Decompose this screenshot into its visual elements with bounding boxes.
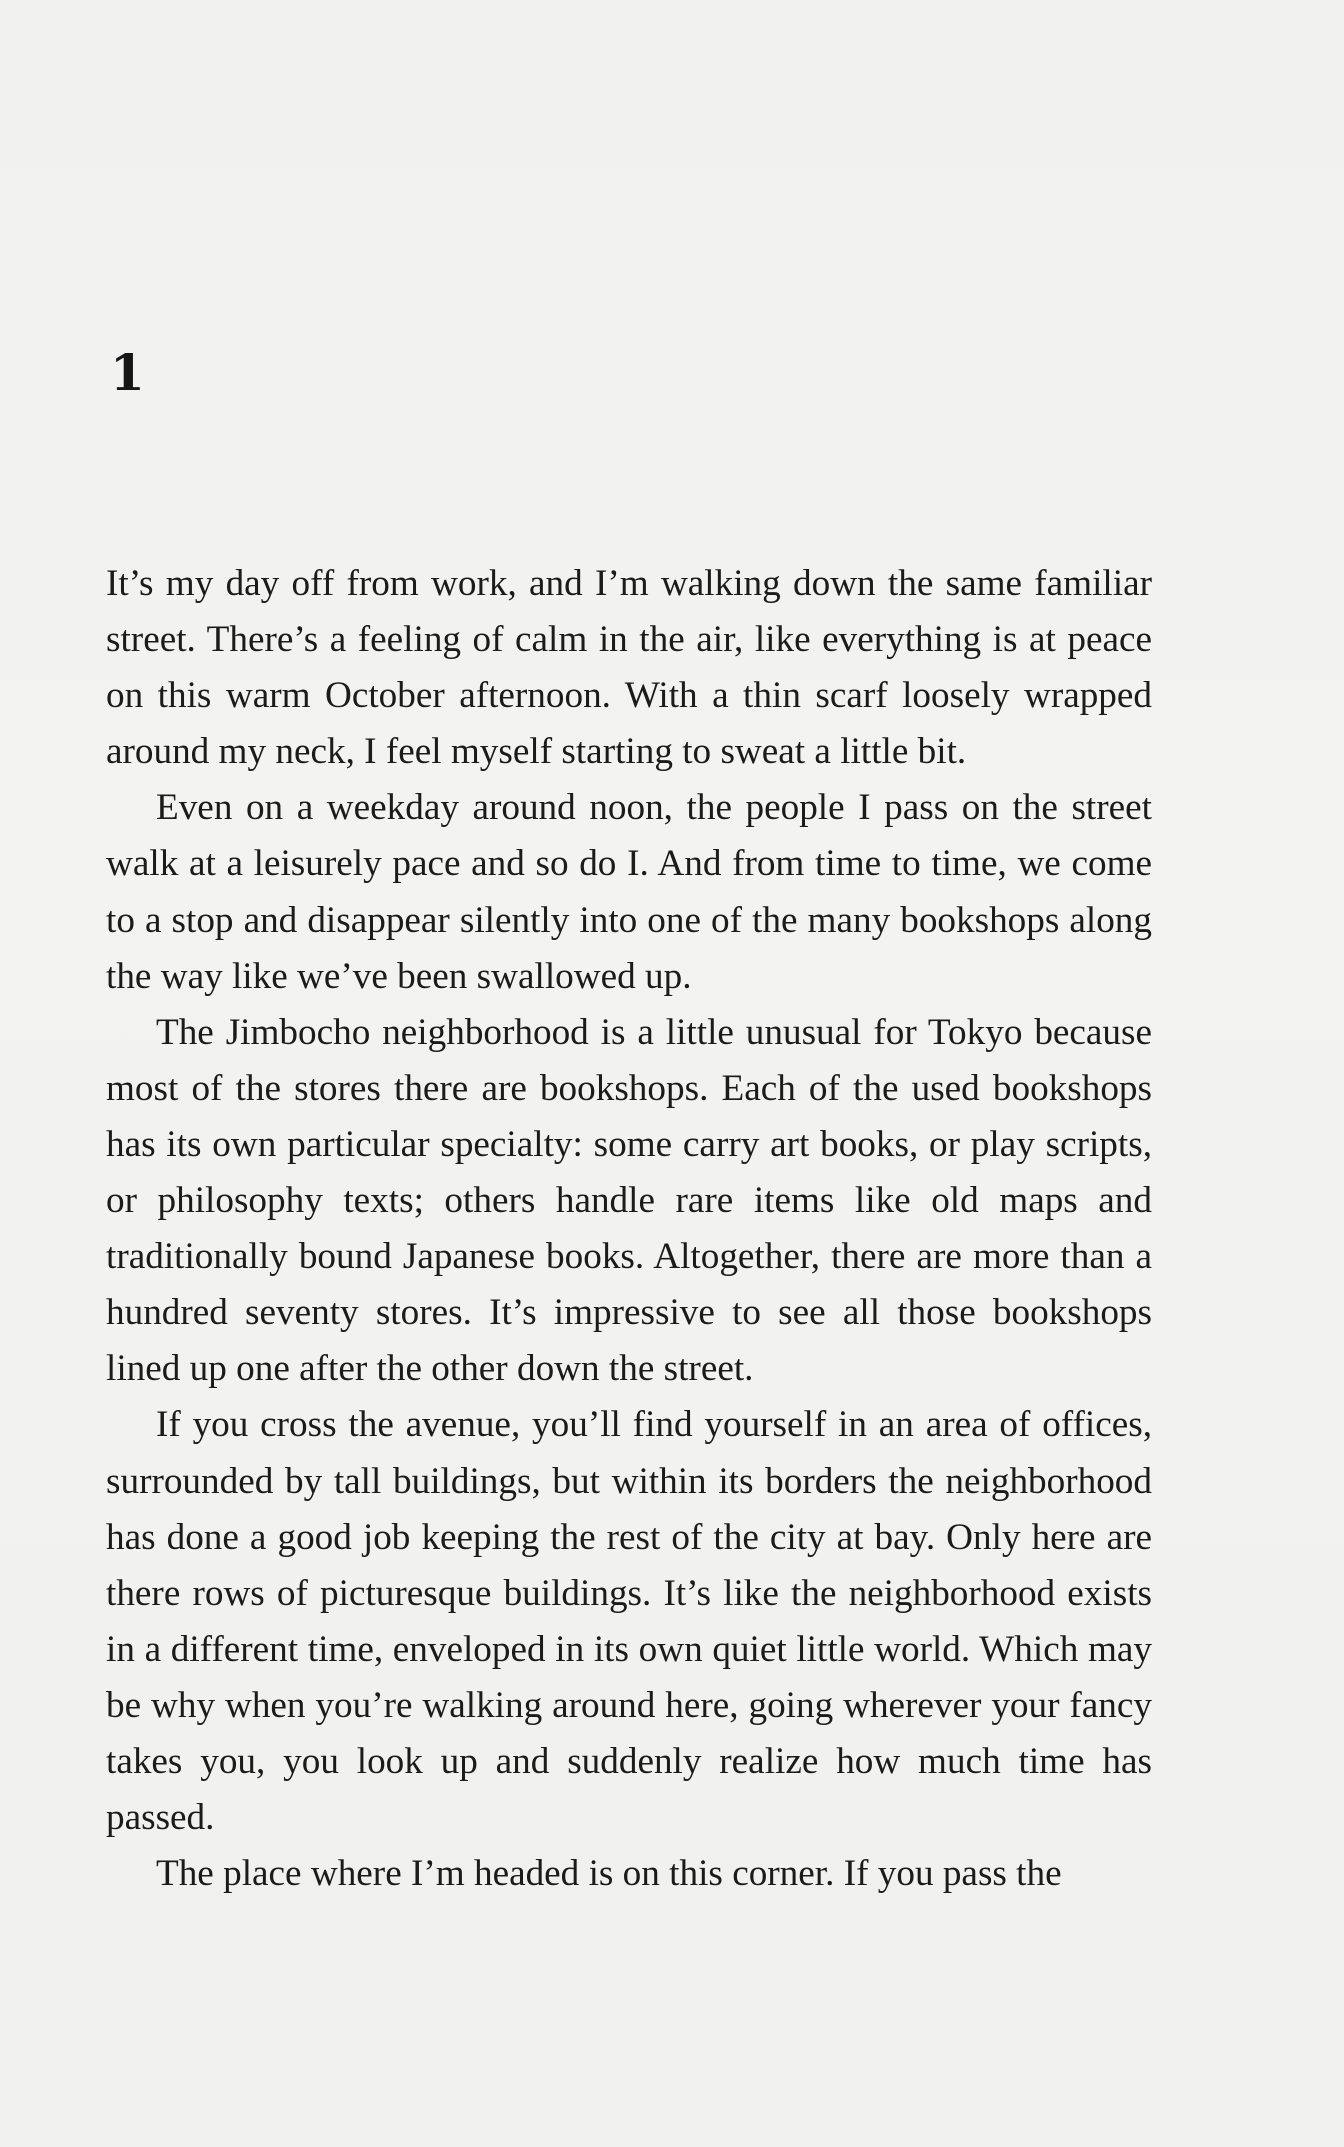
- paragraph: The Jimbocho neighborhood is a little unusual for Tokyo because most of the stores there are bookshops. Each of the used bookshops has its own particular specialty: some carry art books, or play scripts, or philosophy texts; others handle rare items like old maps and traditionally bound Japanese books. Altogether, there are more than a hundred seventy stores. It’s impressive to see all those bookshops lined up one after the other down the street.: [106, 1011, 1152, 1390]
- paragraph: It’s my day off from work, and I’m walking down the same familiar street. There’s a feeling of calm in the air, like everything is at peace on this warm October afternoon. With a thin scarf loosely wrapped around my neck, I feel myself starting to sweat a little bit.: [106, 563, 1152, 773]
- chapter-number: 1: [110, 343, 145, 402]
- paragraph: Even on a weekday around noon, the people I pass on the street walk at a leisurely pace and so do I. And from time to time, we come to a stop and disappear silently into one of the many bookshops along the way like we’ve been swallowed up.: [106, 787, 1152, 997]
- paragraph: The place where I’m headed is on this corner. If you pass the: [156, 1853, 1062, 1895]
- chapter-body: [106, 556, 1152, 1902]
- paragraph: If you cross the avenue, you’ll find yourself in an area of offices, surrounded by tall buildings, but within its borders the neighborhood has done a good job keeping the rest of the city at bay. Only here are there rows of picturesque buildings. It’s like the neighborhood exists in a different time, enveloped in its own quiet little world. Which may be why when you’re walking around here, going wherever your fancy takes you, you look up and suddenly realize how much time has passed.: [106, 1404, 1152, 1839]
